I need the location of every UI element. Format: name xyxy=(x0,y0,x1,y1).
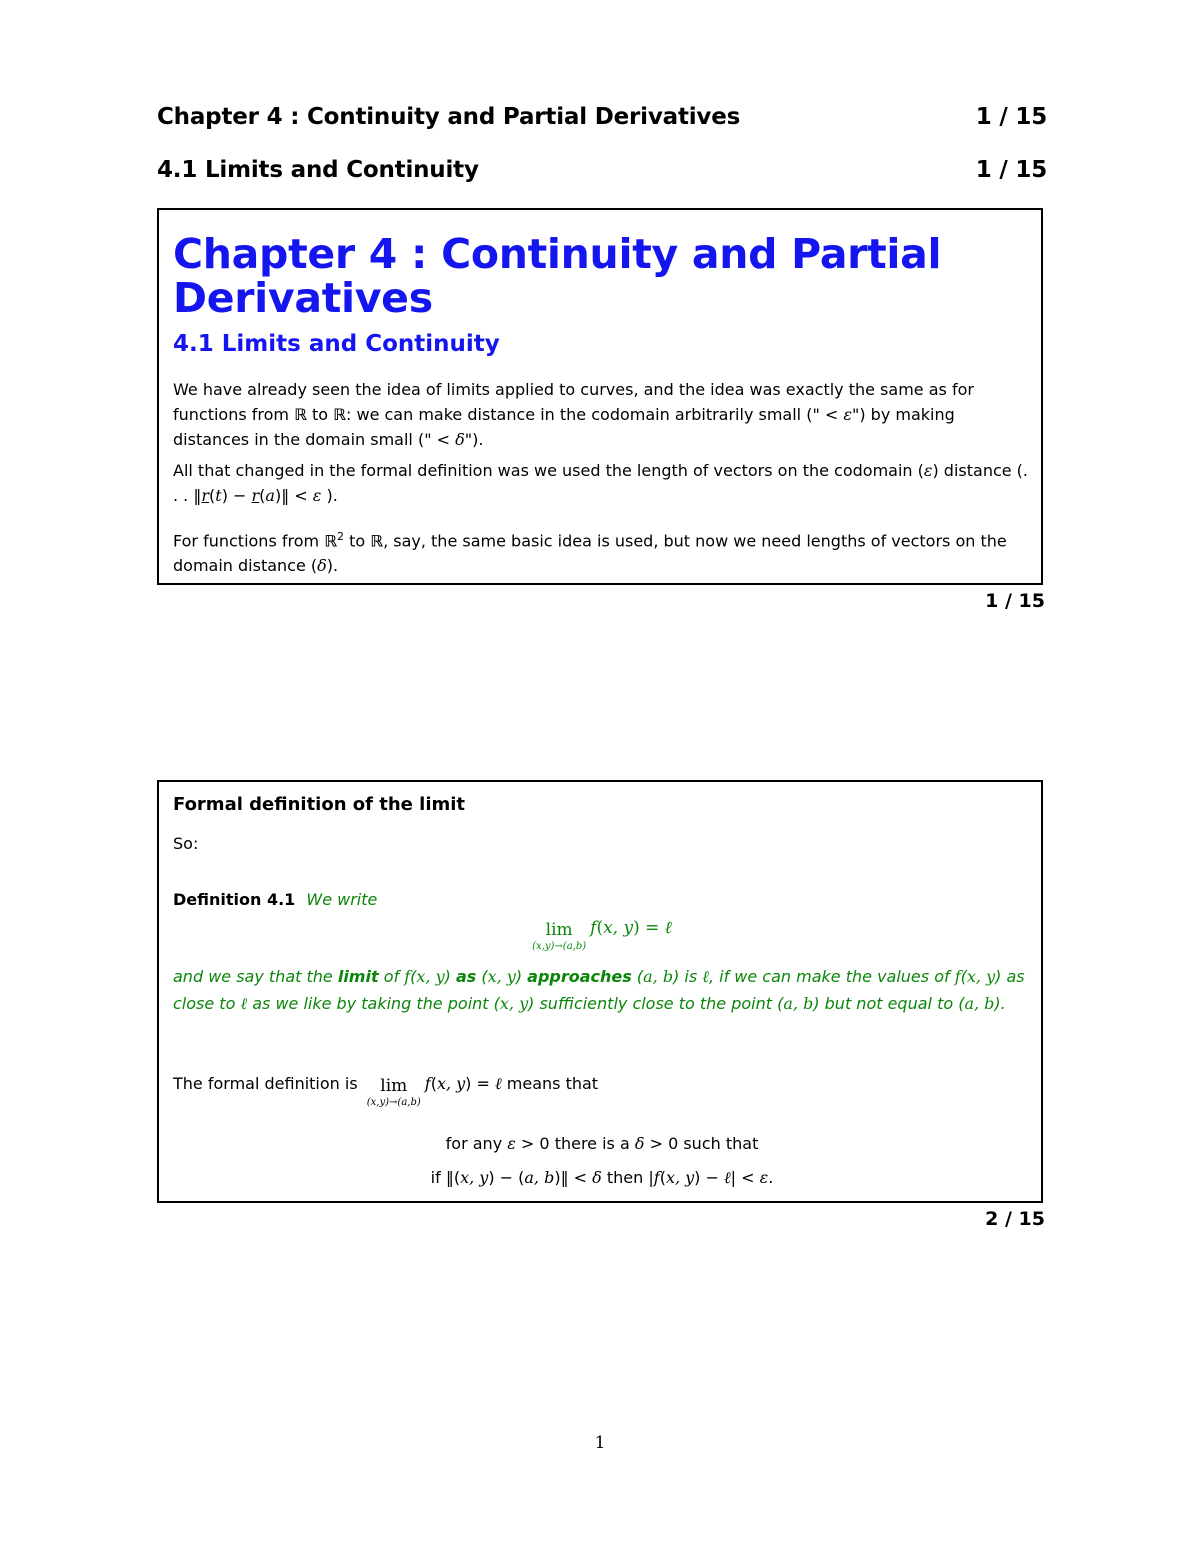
outline-chapter-row xyxy=(157,104,1047,130)
definition-label: Definition 4.1 xyxy=(173,890,296,909)
slide-1-paragraph-1: We have already seen the idea of limits applied to curves, and the idea was exactly the same as for functions from ℝ to ℝ: we can make distance in the codomain arbitrarily small (" < ε") by making distances in the domain small (" < δ"). xyxy=(173,380,974,449)
definition-we-write: We write xyxy=(306,890,378,909)
outline-section-title: 4.1 Limits and Continuity xyxy=(157,157,479,183)
slide-1-page-number: 1 / 15 xyxy=(985,590,1045,612)
formal-intro: The formal definition is xyxy=(173,1074,358,1093)
slide-1-paragraph-2: All that changed in the formal definition was we used the length of vectors on the codomain (ε) distance (. . . ‖r(t) − r(a)‖ < ε ). xyxy=(173,461,1029,505)
outline-section-row xyxy=(157,157,1047,183)
means-that: means that xyxy=(506,1074,599,1093)
definition-body: and we say that the limit of f(x, y) as (x, y) approaches (a, b) is ℓ, if we can make the values of f(x, y) as close to ℓ as we like by taking the point (x, y) sufficiently close to the point (a, b) but not equal to (a, b). xyxy=(173,967,1025,1013)
definition-line xyxy=(173,890,377,909)
slide-1-subtitle: 4.1 Limits and Continuity xyxy=(173,331,500,357)
slide-2-page-number: 2 / 15 xyxy=(985,1208,1045,1230)
formal-condition-2: if ‖(x, y) − (a, b)‖ < δ then |f(x, y) − ℓ| < ε. xyxy=(430,1168,774,1187)
slide-1 xyxy=(157,208,1043,585)
definition-formula: lim (x,y)→(a,b) f(x, y) = ℓ xyxy=(532,918,672,952)
slide-2-heading: Formal definition of the limit xyxy=(173,794,466,815)
slide-1-title: Chapter 4 : Continuity and Partial Derivatives xyxy=(173,230,942,322)
formal-condition-1: for any ε > 0 there is a δ > 0 such that xyxy=(445,1134,759,1153)
outline-chapter-title: Chapter 4 : Continuity and Partial Derivatives xyxy=(157,104,741,130)
outline-chapter-page: 1 / 15 xyxy=(975,104,1047,130)
slide-2-so: So: xyxy=(173,834,199,853)
outline-section-page: 1 / 15 xyxy=(975,157,1047,183)
slide-2 xyxy=(157,780,1043,1203)
formal-definition-line: The formal definition is lim (x,y)→(a,b) f(x, y) = ℓ means that xyxy=(173,1074,599,1108)
document-page-number: 1 xyxy=(594,1433,606,1453)
slide-1-paragraph-3: For functions from ℝ$^2$ to ℝ, say, the same basic idea is used, but now we need lengths of vectors on the domain distance (δ). xyxy=(173,530,1007,576)
